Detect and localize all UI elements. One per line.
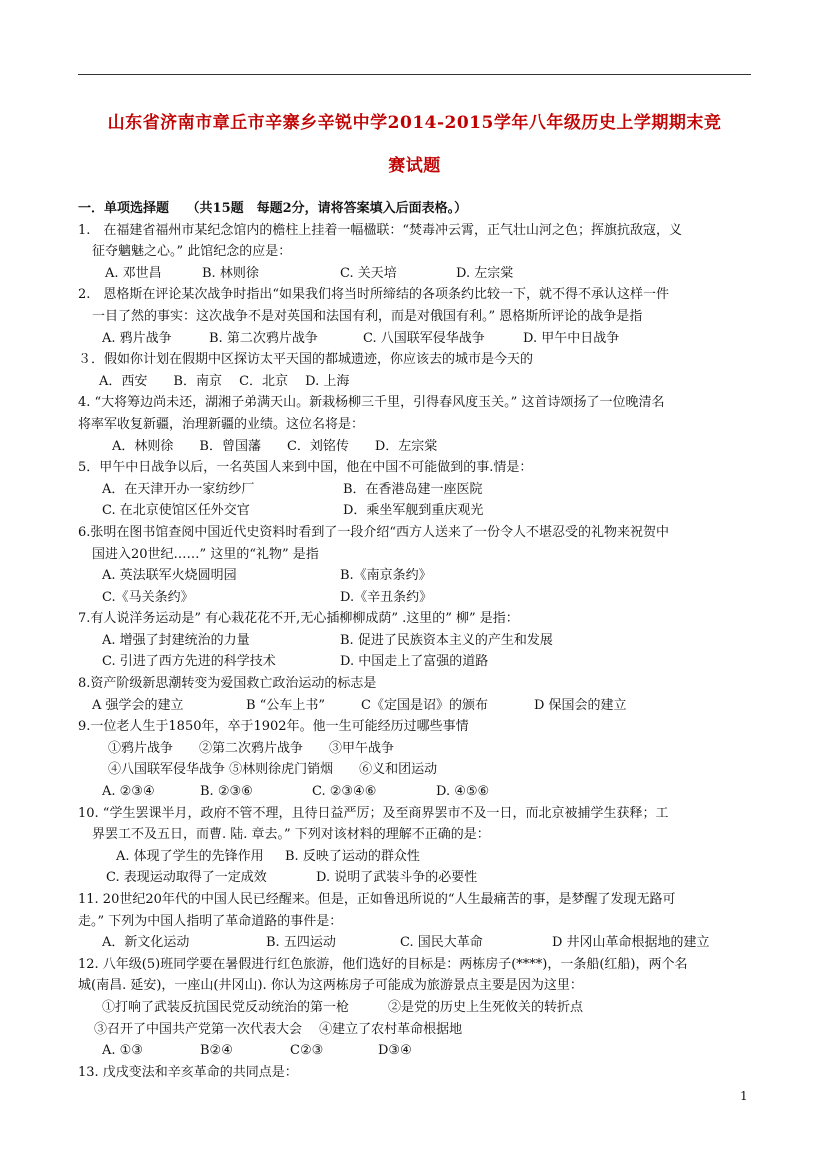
question-line: 8.资产阶级新思潮转变为爱国救亡政治运动的标志是 [78,676,377,692]
answer-option: B. 林则徐 [202,265,259,281]
answer-option: C. 在北京使馆区任外交官 [102,503,250,519]
answer-option: C. ②③④⑥ [312,784,377,800]
option-row [78,500,753,522]
option-row [78,846,753,868]
option-row [78,479,753,501]
question-line: ①打响了武装反抗国民党反动统治的第一枪 ②是党的历史上生死攸关的转折点 [102,999,584,1015]
answer-option: A．在天津开办一家纺纱厂 [102,481,255,497]
answer-option: B．在香港岛建一座医院 [343,481,483,497]
answer-option: D. 甲午中日战争 [523,330,620,346]
option-row [78,565,753,587]
answer-option: C②③ [290,1043,324,1059]
question-line: 国进入20世纪……” 这里的“礼物” 是指 [92,546,319,562]
header-rule [78,74,751,75]
question-line: 10. “学生罢课半月，政府不管不理，且待日益严厉；及至商界罢市不及一日，而北京被捕学生获释；工 [78,805,669,821]
question-line: A．西安 B．南京 C．北京 D. 上海 [86,373,350,389]
answer-option: A. 英法联军火烧圆明园 [102,568,237,584]
option-row [78,630,753,652]
answer-option: B “公车上书” [246,697,325,713]
answer-option: C. 引进了西方先进的科学技术 [102,654,276,670]
answer-option: A. ①③ [102,1043,143,1059]
question-line: 将率军收复新疆，治理新疆的业绩。这位名将是： [78,416,365,432]
option-row [78,867,753,889]
answer-option: B. 促进了民族资本主义的产生和发展 [340,632,553,648]
question-line: 走。” 下列为中国人指明了革命道路的事件是： [78,913,343,929]
answer-option: B.《南京条约》 [340,568,432,584]
option-row [78,263,753,285]
question-line: 4. “大将筹边尚未还，湖湘子弟满天山。新栽杨柳三千里，引得春风度玉关。” 这首诗颂扬了一位晚清名 [78,395,665,411]
answer-option: D 保国会的建立 [534,697,627,713]
answer-option: D. 说明了武装斗争的必要性 [316,870,478,886]
answer-option: D. 中国走上了富强的道路 [340,654,489,670]
doc-title-line2: 赛试题 [388,156,441,176]
answer-option: D. 左宗棠 [456,265,514,281]
section-heading: 一．单项选择题 （共15题 每题2分，请将答案填入后面表格。） [78,201,468,216]
answer-option: A. 鸦片战争 [102,330,172,346]
question-line: 一目了然的事实：这次战争不是对英国和法国有利，而是对俄国有利。” 恩格斯所评论的战争是指 [92,308,643,324]
answer-option: A. 邓世昌 [105,265,162,281]
question-line: 13. 戊戌变法和辛亥革命的共同点是： [78,1064,298,1080]
answer-option: D.《辛丑条约》 [340,589,433,605]
option-row [78,587,753,609]
answer-option: A 强学会的建立 [92,697,184,713]
answer-option: A．新文化运动 [102,935,190,951]
question-line: 1. 在福建省福州市某纪念馆内的檐柱上挂着一幅楹联：“焚毒冲云霄，正气壮山河之色；挥旗抗敌寇，义 [78,222,683,238]
answer-option: D．乘坐军舰到重庆观光 [343,503,484,519]
doc-title-line1: 山东省济南市章丘市辛寨乡辛锐中学2014-2015学年八年级历史上学期期末竞 [107,113,722,133]
answer-option: A. ②③④ [102,784,155,800]
option-row [78,932,753,954]
answer-option: C.《马关条约》 [102,589,194,605]
answer-option: C. 表现运动取得了一定成效 [106,870,267,886]
question-line: ③召开了中国共产党第一次代表大会 ④建立了农村革命根据地 [94,1021,463,1037]
question-line: ④八国联军侵华战争 ⑤林则徐虎门销烟 ⑥义和团运动 [108,762,438,778]
page-number: 1 [740,1089,748,1103]
option-row [78,651,753,673]
question-line: 12. 八年级(5)班同学要在暑假进行红色旅游，他们选好的目标是：两栋房子(****)，一条船(红船)，两个名 [78,956,688,972]
answer-option: D③④ [378,1043,412,1059]
question-line: 7.有人说洋务运动是” 有心栽花花不开,无心插柳柳成荫” .这里的” 柳” 是指： [78,611,519,627]
question-line: 5．甲午中日战争以后，一名英国人来到中国，他在中国不可能做到的事.情是： [78,460,533,476]
answer-option: B. ②③⑥ [200,784,253,800]
answer-option: B. 五四运动 [266,935,336,951]
question-line: 6.张明在图书馆查阅中国近代史资料时看到了一段介绍“西方人送来了一份令人不堪忍受的礼物来祝贺中 [78,524,670,540]
option-row [78,695,753,717]
question-line: ①鸦片战争 ②第二次鸦片战争 ③甲午战争 [108,740,395,756]
question-line: 征夺魑魅之心。” 此馆纪念的应是： [92,244,292,260]
question-line: 9.一位老人生于1850年，卒于1902年。他一生可能经历过哪些事情 [78,719,469,735]
question-line: 界罢工不及五日，而曹. 陆. 章去。” 下列对该材料的理解不正确的是： [92,827,490,843]
answer-option: D 井冈山革命根据地的建立 [552,935,710,951]
answer-option: C《定国是诏》的颁布 [361,697,488,713]
answer-option: C. 国民大革命 [400,935,483,951]
option-row [78,328,753,350]
answer-option: B. 反映了运动的群众性 [285,848,420,864]
question-line: 11. 20世纪20年代的中国人民已经醒来。但是，正如鲁迅所说的“人生最痛苦的事，是梦醒了发现无路可 [78,892,676,907]
answer-option: A. 体现了学生的先锋作用 [116,848,264,864]
answer-option: B②④ [200,1043,233,1059]
answer-option: C. 八国联军侵华战争 [363,330,485,346]
answer-option: C. 关天培 [340,265,397,281]
question-body [78,198,753,1083]
question-line: A．林则徐 B．曾国藩 C．刘铭传 D．左宗棠 [86,438,438,454]
answer-option: D. ④⑤⑥ [436,784,490,800]
option-row [78,1040,753,1062]
question-line: 2. 恩格斯在评论某次战争时指出“如果我们将当时所缔结的各项条约比较一下，就不得不承认这样一件 [78,287,670,303]
answer-option: A. 增强了封建统治的力量 [102,632,250,648]
question-line: 城(南昌. 延安)，一座山(井冈山). 你认为这两栋房子可能成为旅游景点主要是因为这里： [78,978,583,994]
answer-option: B. 第二次鸦片战争 [209,330,318,346]
option-row [78,781,753,803]
question-line: ３．假如你计划在假期中区探访太平天国的都城遗迹，你应该去的城市是今天的 [78,352,534,368]
